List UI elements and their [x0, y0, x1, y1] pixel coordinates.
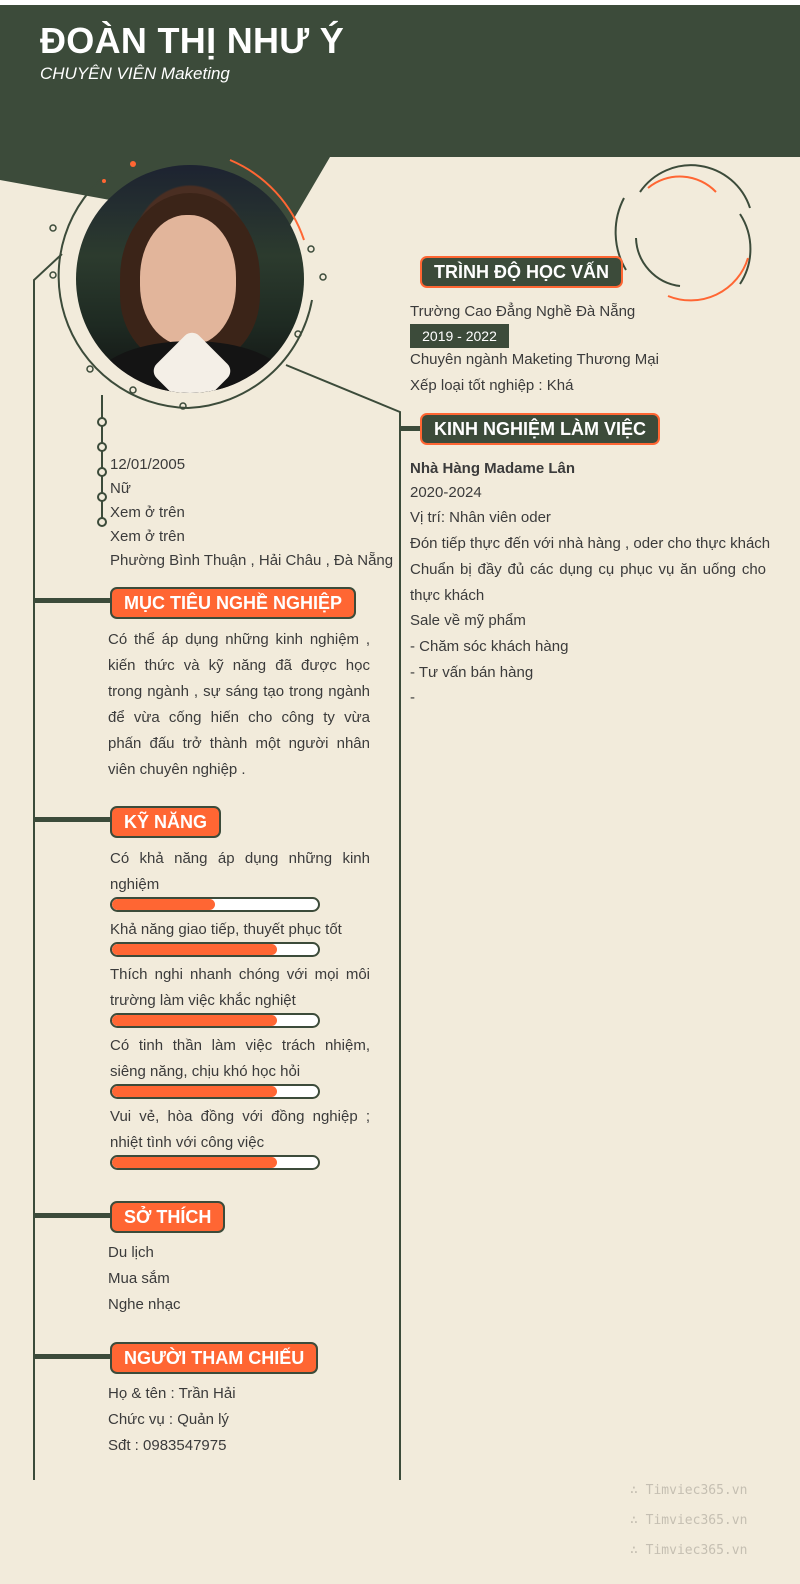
- experience-duty: - Chăm sóc khách hàng: [410, 638, 569, 655]
- skill-bar-fill: [112, 1086, 277, 1097]
- hobbies-heading: SỞ THÍCH: [110, 1201, 225, 1233]
- experience-duty: Chuẩn bị đầy đủ các dụng cụ phục vụ ăn uống cho thực khách: [410, 561, 766, 604]
- section-connector: [400, 426, 422, 431]
- experience-role: Vị trí: Nhân viên oder: [410, 509, 551, 526]
- education-years: 2019 - 2022: [410, 324, 509, 348]
- skill-label: Khả năng giao tiếp, thuyết phục tốt: [110, 921, 342, 938]
- skill-bar: [110, 897, 320, 912]
- section-connector: [34, 817, 112, 822]
- experience-duty: Sale về mỹ phẩm: [410, 612, 526, 629]
- experience-period: 2020-2024: [410, 484, 482, 501]
- circle-deco-orange: [668, 258, 748, 300]
- deco-dot: [50, 272, 56, 278]
- skill-label: Có tinh thần làm việc trách nhiệm, siêng năng, chịu khó học hỏi: [110, 1037, 370, 1080]
- info-bullet: [98, 418, 106, 426]
- circle-deco-dark: [640, 165, 750, 208]
- watermark-text: ∴ Timviec365.vn: [630, 1543, 748, 1558]
- info-bullet: [98, 493, 106, 501]
- section-connector: [34, 1354, 112, 1359]
- skills-heading: KỸ NĂNG: [110, 806, 221, 838]
- hobby-item: Mua sắm: [108, 1270, 170, 1287]
- skill-bar: [110, 942, 320, 957]
- experience-company: Nhà Hàng Madame Lân: [410, 460, 576, 477]
- info-email: Xem ở trên: [110, 528, 185, 545]
- deco-dot: [130, 161, 136, 167]
- info-bullet: [98, 518, 106, 526]
- left-timeline-line: [34, 254, 62, 1480]
- skill-label: Có khả năng áp dụng những kinh nghiệm: [110, 850, 370, 893]
- objective-heading: MỤC TIÊU NGHỀ NGHIỆP: [110, 587, 356, 619]
- skill-bar: [110, 1084, 320, 1099]
- deco-dot: [320, 274, 326, 280]
- education-major: Chuyên ngành Maketing Thương Mại: [410, 351, 659, 368]
- deco-dot: [102, 179, 106, 183]
- info-gender: Nữ: [110, 480, 131, 497]
- skill-bar: [110, 1013, 320, 1028]
- experience-duty: -: [410, 689, 415, 706]
- education-school: Trường Cao Đẳng Nghề Đà Nẵng: [410, 303, 636, 320]
- reference-name: Họ & tên : Trần Hải: [108, 1385, 236, 1402]
- skill-label: Thích nghi nhanh chóng với mọi môi trường làm việc khắc nghiệt: [110, 966, 370, 1009]
- objective-text: Có thể áp dụng những kinh nghiệm , kiến thức và kỹ năng đã được học trong ngành , sự sáng tạo trong ngành để vừa cống hiến cho công ty vừa phấn đấu trở thành một người nhân viên chuyên nghiệp .: [108, 631, 370, 778]
- info-address: Phường Bình Thuận , Hải Châu , Đà Nẵng: [110, 552, 394, 569]
- info-bullet: [98, 443, 106, 451]
- info-bullet: [98, 468, 106, 476]
- experience-heading: KINH NGHIỆM LÀM VIỆC: [420, 413, 660, 445]
- education-grade: Xếp loại tốt nghiệp : Khá: [410, 377, 574, 394]
- deco-dot: [87, 366, 93, 372]
- section-connector: [34, 1213, 112, 1218]
- watermark-text: ∴ Timviec365.vn: [630, 1483, 748, 1498]
- skill-bar-fill: [112, 944, 277, 955]
- section-connector: [34, 598, 112, 603]
- avatar-face: [140, 215, 236, 345]
- skill-bar-fill: [112, 899, 215, 910]
- experience-duty: - Tư vấn bán hàng: [410, 664, 534, 681]
- avatar: [76, 165, 304, 393]
- reference-position: Chức vụ : Quản lý: [108, 1411, 229, 1428]
- reference-phone: Sđt : 0983547975: [108, 1437, 227, 1454]
- skill-bar: [110, 1155, 320, 1170]
- references-heading: NGƯỜI THAM CHIẾU: [110, 1342, 318, 1374]
- skill-label: Vui vẻ, hòa đồng với đồng nghiệp ; nhiệt tình với công việc: [110, 1108, 370, 1151]
- deco-dot: [308, 246, 314, 252]
- watermark-text: ∴ Timviec365.vn: [630, 1513, 748, 1528]
- info-phone: Xem ở trên: [110, 504, 185, 521]
- experience-duty: Đón tiếp thực đến với nhà hàng , oder cho thực khách: [410, 535, 771, 552]
- circle-deco-dark: [636, 238, 680, 286]
- deco-dot: [50, 225, 56, 231]
- info-birthday: 12/01/2005: [110, 456, 186, 473]
- hobby-item: Du lịch: [108, 1244, 154, 1261]
- candidate-title: CHUYÊN VIÊN Maketing: [40, 64, 230, 83]
- candidate-name: ĐOÀN THỊ NHƯ Ý: [40, 20, 345, 61]
- circle-deco-orange: [648, 177, 716, 192]
- skill-bar-fill: [112, 1015, 277, 1026]
- hobby-item: Nghe nhạc: [108, 1296, 181, 1313]
- education-heading: TRÌNH ĐỘ HỌC VẤN: [420, 256, 623, 288]
- skill-bar-fill: [112, 1157, 277, 1168]
